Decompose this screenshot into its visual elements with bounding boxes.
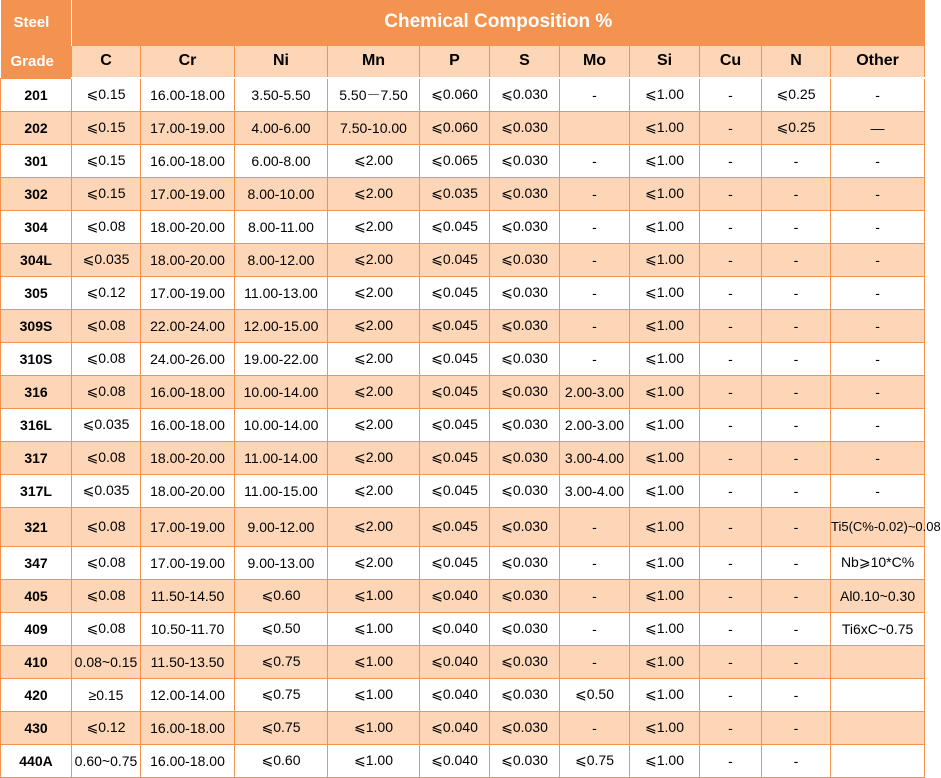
column-header-p: P — [420, 45, 490, 78]
column-header-ni: Ni — [235, 45, 328, 78]
column-header-cr: Cr — [141, 45, 235, 78]
cell-mo: - — [560, 612, 630, 645]
table-row — [1, 744, 925, 777]
grade-cell: 410 — [1, 645, 72, 678]
cell-mo: - — [560, 177, 630, 210]
cell-ni: 9.00-12.00 — [235, 507, 328, 546]
cell-s: ⩽0.030 — [490, 711, 560, 744]
cell-cr: 24.00-26.00 — [141, 342, 235, 375]
grade-cell: 317L — [1, 474, 72, 507]
cell-si: ⩽1.00 — [630, 612, 700, 645]
cell-c: ⩽0.08 — [72, 612, 141, 645]
cell-c: ⩽0.08 — [72, 309, 141, 342]
grade-label: Grade — [1, 45, 72, 78]
cell-cu: - — [700, 579, 762, 612]
cell-c: ⩽0.08 — [72, 342, 141, 375]
cell-other: Al0.10~0.30 — [831, 579, 925, 612]
cell-mn: ⩽2.00 — [328, 177, 420, 210]
cell-p: ⩽0.060 — [420, 78, 490, 111]
grade-cell: 201 — [1, 78, 72, 111]
cell-c: ⩽0.08 — [72, 210, 141, 243]
grade-cell: 430 — [1, 711, 72, 744]
cell-mo: - — [560, 342, 630, 375]
cell-cu: - — [700, 177, 762, 210]
cell-cu: - — [700, 678, 762, 711]
table-row — [1, 243, 925, 276]
cell-s: ⩽0.030 — [490, 342, 560, 375]
cell-n: - — [762, 375, 831, 408]
cell-cr: 17.00-19.00 — [141, 507, 235, 546]
cell-n: - — [762, 210, 831, 243]
cell-other: - — [831, 375, 925, 408]
table-row — [1, 144, 925, 177]
cell-mo: ⩽0.75 — [560, 744, 630, 777]
cell-n: - — [762, 243, 831, 276]
cell-p: ⩽0.040 — [420, 645, 490, 678]
cell-c: 0.60~0.75 — [72, 744, 141, 777]
cell-cu: - — [700, 711, 762, 744]
cell-s: ⩽0.030 — [490, 309, 560, 342]
cell-cr: 16.00-18.00 — [141, 744, 235, 777]
cell-n: - — [762, 612, 831, 645]
cell-cr: 12.00-14.00 — [141, 678, 235, 711]
grade-cell: 202 — [1, 111, 72, 144]
cell-c: ⩽0.12 — [72, 276, 141, 309]
grade-cell: 304L — [1, 243, 72, 276]
cell-s: ⩽0.030 — [490, 78, 560, 111]
cell-si: ⩽1.00 — [630, 507, 700, 546]
cell-p: ⩽0.045 — [420, 276, 490, 309]
cell-other: - — [831, 276, 925, 309]
cell-c: ⩽0.15 — [72, 177, 141, 210]
cell-c: ⩽0.08 — [72, 375, 141, 408]
cell-mo: 2.00-3.00 — [560, 375, 630, 408]
cell-mn: 7.50-10.00 — [328, 111, 420, 144]
cell-mn: ⩽1.00 — [328, 678, 420, 711]
cell-mo: - — [560, 144, 630, 177]
cell-cu: - — [700, 408, 762, 441]
cell-cu: - — [700, 744, 762, 777]
cell-other: - — [831, 243, 925, 276]
column-header-c: C — [72, 45, 141, 78]
cell-other: - — [831, 144, 925, 177]
grade-cell: 420 — [1, 678, 72, 711]
column-header-mo: Mo — [560, 45, 630, 78]
cell-p: ⩽0.040 — [420, 744, 490, 777]
cell-s: ⩽0.030 — [490, 144, 560, 177]
cell-p: ⩽0.035 — [420, 177, 490, 210]
column-header-mn: Mn — [328, 45, 420, 78]
table-row — [1, 645, 925, 678]
table-row — [1, 612, 925, 645]
cell-cr: 17.00-19.00 — [141, 111, 235, 144]
cell-other: - — [831, 342, 925, 375]
cell-p: ⩽0.045 — [420, 342, 490, 375]
cell-si: ⩽1.00 — [630, 474, 700, 507]
cell-si: ⩽1.00 — [630, 441, 700, 474]
cell-mn: ⩽2.00 — [328, 375, 420, 408]
cell-mo: - — [560, 276, 630, 309]
cell-si: ⩽1.00 — [630, 645, 700, 678]
cell-cu: - — [700, 375, 762, 408]
cell-p: ⩽0.045 — [420, 474, 490, 507]
cell-ni: 11.00-13.00 — [235, 276, 328, 309]
column-header-row — [1, 45, 925, 78]
cell-c: ⩽0.08 — [72, 579, 141, 612]
cell-p: ⩽0.045 — [420, 243, 490, 276]
cell-n: - — [762, 711, 831, 744]
table-row — [1, 579, 925, 612]
table-row — [1, 474, 925, 507]
cell-s: ⩽0.030 — [490, 177, 560, 210]
table-row — [1, 408, 925, 441]
cell-si: ⩽1.00 — [630, 711, 700, 744]
cell-s: ⩽0.030 — [490, 441, 560, 474]
cell-s: ⩽0.030 — [490, 276, 560, 309]
cell-p: ⩽0.040 — [420, 579, 490, 612]
cell-mo: - — [560, 579, 630, 612]
cell-si: ⩽1.00 — [630, 177, 700, 210]
cell-cu: - — [700, 309, 762, 342]
cell-ni: 9.00-13.00 — [235, 546, 328, 579]
cell-cu: - — [700, 441, 762, 474]
cell-cu: - — [700, 645, 762, 678]
grade-cell: 317 — [1, 441, 72, 474]
cell-mo: 3.00-4.00 — [560, 474, 630, 507]
cell-si: ⩽1.00 — [630, 276, 700, 309]
cell-cr: 16.00-18.00 — [141, 711, 235, 744]
cell-si: ⩽1.00 — [630, 342, 700, 375]
cell-cu: - — [700, 276, 762, 309]
cell-c: ⩽0.15 — [72, 78, 141, 111]
table-row — [1, 210, 925, 243]
cell-cr: 16.00-18.00 — [141, 144, 235, 177]
cell-cr: 18.00-20.00 — [141, 474, 235, 507]
column-header-si: Si — [630, 45, 700, 78]
cell-mo: - — [560, 210, 630, 243]
cell-p: ⩽0.045 — [420, 546, 490, 579]
cell-s: ⩽0.030 — [490, 612, 560, 645]
table-body — [1, 78, 941, 777]
cell-s: ⩽0.030 — [490, 210, 560, 243]
cell-mn: ⩽2.00 — [328, 276, 420, 309]
cell-mn: ⩽2.00 — [328, 210, 420, 243]
cell-s: ⩽0.030 — [490, 645, 560, 678]
cell-cr: 18.00-20.00 — [141, 441, 235, 474]
cell-n: - — [762, 645, 831, 678]
cell-other: Ti6xC~0.75 — [831, 612, 925, 645]
cell-other: Nb⩾10*C% — [831, 546, 925, 579]
cell-c: ⩽0.15 — [72, 144, 141, 177]
cell-c: ⩽0.12 — [72, 711, 141, 744]
cell-n: - — [762, 309, 831, 342]
column-header-cu: Cu — [700, 45, 762, 78]
cell-other: - — [831, 309, 925, 342]
table-row — [1, 711, 925, 744]
cell-mn: 5.50－7.50 — [328, 78, 420, 111]
cell-s: ⩽0.030 — [490, 744, 560, 777]
cell-other — [831, 744, 925, 777]
cell-n: - — [762, 144, 831, 177]
column-header-s: S — [490, 45, 560, 78]
cell-p: ⩽0.045 — [420, 408, 490, 441]
cell-s: ⩽0.030 — [490, 546, 560, 579]
cell-cu: - — [700, 342, 762, 375]
cell-s: ⩽0.030 — [490, 243, 560, 276]
cell-p: ⩽0.045 — [420, 441, 490, 474]
cell-cu: - — [700, 111, 762, 144]
cell-c: ⩽0.15 — [72, 111, 141, 144]
cell-c: ⩽0.08 — [72, 507, 141, 546]
cell-mn: ⩽1.00 — [328, 579, 420, 612]
grade-cell: 440A — [1, 744, 72, 777]
cell-n: - — [762, 744, 831, 777]
cell-mn: ⩽2.00 — [328, 144, 420, 177]
cell-ni: ⩽0.60 — [235, 744, 328, 777]
table-row — [1, 375, 925, 408]
cell-n: - — [762, 474, 831, 507]
cell-cu: - — [700, 612, 762, 645]
cell-other — [831, 645, 925, 678]
cell-c: ≥0.15 — [72, 678, 141, 711]
cell-s: ⩽0.030 — [490, 408, 560, 441]
cell-si: ⩽1.00 — [630, 375, 700, 408]
cell-p: ⩽0.040 — [420, 711, 490, 744]
cell-c: ⩽0.035 — [72, 243, 141, 276]
column-header-n: N — [762, 45, 831, 78]
cell-n: - — [762, 579, 831, 612]
cell-other — [831, 678, 925, 711]
cell-cu: - — [700, 507, 762, 546]
cell-ni: 8.00-11.00 — [235, 210, 328, 243]
cell-n: - — [762, 342, 831, 375]
cell-mn: ⩽2.00 — [328, 408, 420, 441]
cell-n: - — [762, 441, 831, 474]
cell-cr: 17.00-19.00 — [141, 276, 235, 309]
cell-ni: 11.00-15.00 — [235, 474, 328, 507]
cell-n: ⩽0.25 — [762, 78, 831, 111]
cell-s: ⩽0.030 — [490, 678, 560, 711]
cell-mo: ⩽0.50 — [560, 678, 630, 711]
cell-other: - — [831, 210, 925, 243]
cell-mn: ⩽1.00 — [328, 645, 420, 678]
cell-n: - — [762, 408, 831, 441]
cell-ni: ⩽0.75 — [235, 711, 328, 744]
cell-cu: - — [700, 474, 762, 507]
table-row — [1, 507, 925, 546]
table-title: Chemical Composition % — [72, 0, 925, 45]
table-row — [1, 276, 925, 309]
cell-ni: ⩽0.60 — [235, 579, 328, 612]
cell-p: ⩽0.045 — [420, 210, 490, 243]
cell-mn: ⩽2.00 — [328, 243, 420, 276]
cell-ni: 10.00-14.00 — [235, 375, 328, 408]
cell-n: - — [762, 678, 831, 711]
grade-cell: 309S — [1, 309, 72, 342]
cell-p: ⩽0.045 — [420, 507, 490, 546]
cell-p: ⩽0.045 — [420, 309, 490, 342]
cell-c: ⩽0.035 — [72, 474, 141, 507]
cell-si: ⩽1.00 — [630, 210, 700, 243]
cell-cr: 17.00-19.00 — [141, 546, 235, 579]
cell-si: ⩽1.00 — [630, 111, 700, 144]
table-row — [1, 309, 925, 342]
cell-s: ⩽0.030 — [490, 579, 560, 612]
grade-cell: 405 — [1, 579, 72, 612]
cell-si: ⩽1.00 — [630, 243, 700, 276]
table-row — [1, 111, 925, 144]
cell-mo: - — [560, 546, 630, 579]
cell-mo: - — [560, 711, 630, 744]
cell-cr: 11.50-13.50 — [141, 645, 235, 678]
cell-si: ⩽1.00 — [630, 408, 700, 441]
cell-mn: ⩽2.00 — [328, 309, 420, 342]
cell-s: ⩽0.030 — [490, 507, 560, 546]
column-header-other: Other — [831, 45, 925, 78]
cell-mo: - — [560, 645, 630, 678]
cell-si: ⩽1.00 — [630, 78, 700, 111]
cell-cr: 18.00-20.00 — [141, 243, 235, 276]
cell-cr: 11.50-14.50 — [141, 579, 235, 612]
cell-mn: ⩽2.00 — [328, 474, 420, 507]
grade-cell: 310S — [1, 342, 72, 375]
cell-other: - — [831, 78, 925, 111]
cell-cr: 16.00-18.00 — [141, 375, 235, 408]
cell-mo: - — [560, 507, 630, 546]
cell-ni: 3.50-5.50 — [235, 78, 328, 111]
cell-p: ⩽0.065 — [420, 144, 490, 177]
cell-mn: ⩽1.00 — [328, 711, 420, 744]
table-row — [1, 678, 925, 711]
cell-other: - — [831, 177, 925, 210]
cell-mn: ⩽2.00 — [328, 441, 420, 474]
cell-mn: ⩽2.00 — [328, 507, 420, 546]
cell-cu: - — [700, 144, 762, 177]
cell-si: ⩽1.00 — [630, 144, 700, 177]
cell-mn: ⩽1.00 — [328, 612, 420, 645]
cell-mo: - — [560, 78, 630, 111]
cell-mn: ⩽2.00 — [328, 546, 420, 579]
cell-si: ⩽1.00 — [630, 579, 700, 612]
cell-p: ⩽0.060 — [420, 111, 490, 144]
grade-cell: 316 — [1, 375, 72, 408]
cell-other: - — [831, 408, 925, 441]
cell-n: - — [762, 546, 831, 579]
cell-n: - — [762, 177, 831, 210]
cell-mo: 2.00-3.00 — [560, 408, 630, 441]
grade-cell: 409 — [1, 612, 72, 645]
cell-c: ⩽0.08 — [72, 546, 141, 579]
cell-mo — [560, 111, 630, 144]
cell-ni: 10.00-14.00 — [235, 408, 328, 441]
cell-mo: - — [560, 309, 630, 342]
table-row — [1, 78, 925, 111]
cell-mn: ⩽2.00 — [328, 342, 420, 375]
cell-cr: 10.50-11.70 — [141, 612, 235, 645]
cell-s: ⩽0.030 — [490, 375, 560, 408]
table-row — [1, 177, 925, 210]
cell-ni: ⩽0.75 — [235, 678, 328, 711]
grade-cell: 347 — [1, 546, 72, 579]
cell-cr: 22.00-24.00 — [141, 309, 235, 342]
cell-si: ⩽1.00 — [630, 309, 700, 342]
cell-other — [831, 711, 925, 744]
cell-ni: ⩽0.75 — [235, 645, 328, 678]
cell-cu: - — [700, 546, 762, 579]
grade-cell: 321 — [1, 507, 72, 546]
cell-cr: 16.00-18.00 — [141, 408, 235, 441]
table-row — [1, 441, 925, 474]
cell-c: 0.08~0.15 — [72, 645, 141, 678]
table-row — [1, 342, 925, 375]
cell-cu: - — [700, 210, 762, 243]
cell-ni: 12.00-15.00 — [235, 309, 328, 342]
cell-ni: 11.00-14.00 — [235, 441, 328, 474]
cell-ni: ⩽0.50 — [235, 612, 328, 645]
grade-cell: 316L — [1, 408, 72, 441]
cell-mn: ⩽1.00 — [328, 744, 420, 777]
cell-ni: 4.00-6.00 — [235, 111, 328, 144]
cell-c: ⩽0.035 — [72, 408, 141, 441]
cell-n: - — [762, 276, 831, 309]
cell-si: ⩽1.00 — [630, 678, 700, 711]
cell-si: ⩽1.00 — [630, 546, 700, 579]
cell-cu: - — [700, 243, 762, 276]
cell-ni: 6.00-8.00 — [235, 144, 328, 177]
grade-cell: 305 — [1, 276, 72, 309]
cell-p: ⩽0.040 — [420, 678, 490, 711]
cell-n: ⩽0.25 — [762, 111, 831, 144]
cell-mo: 3.00-4.00 — [560, 441, 630, 474]
cell-ni: 8.00-12.00 — [235, 243, 328, 276]
cell-other: Ti5(C%-0.02)~0.08 — [831, 507, 925, 546]
grade-cell: 304 — [1, 210, 72, 243]
cell-n: - — [762, 507, 831, 546]
cell-p: ⩽0.040 — [420, 612, 490, 645]
cell-cr: 16.00-18.00 — [141, 78, 235, 111]
cell-p: ⩽0.045 — [420, 375, 490, 408]
table-row — [1, 546, 925, 579]
cell-other: - — [831, 441, 925, 474]
cell-c: ⩽0.08 — [72, 441, 141, 474]
cell-si: ⩽1.00 — [630, 744, 700, 777]
grade-cell: 302 — [1, 177, 72, 210]
cell-ni: 19.00-22.00 — [235, 342, 328, 375]
steel-label: Steel — [1, 0, 72, 45]
cell-ni: 8.00-10.00 — [235, 177, 328, 210]
grade-cell: 301 — [1, 144, 72, 177]
cell-cr: 17.00-19.00 — [141, 177, 235, 210]
cell-cr: 18.00-20.00 — [141, 210, 235, 243]
cell-mo: - — [560, 243, 630, 276]
cell-s: ⩽0.030 — [490, 111, 560, 144]
cell-s: ⩽0.030 — [490, 474, 560, 507]
cell-cu: - — [700, 78, 762, 111]
cell-other: - — [831, 474, 925, 507]
cell-other: — — [831, 111, 925, 144]
